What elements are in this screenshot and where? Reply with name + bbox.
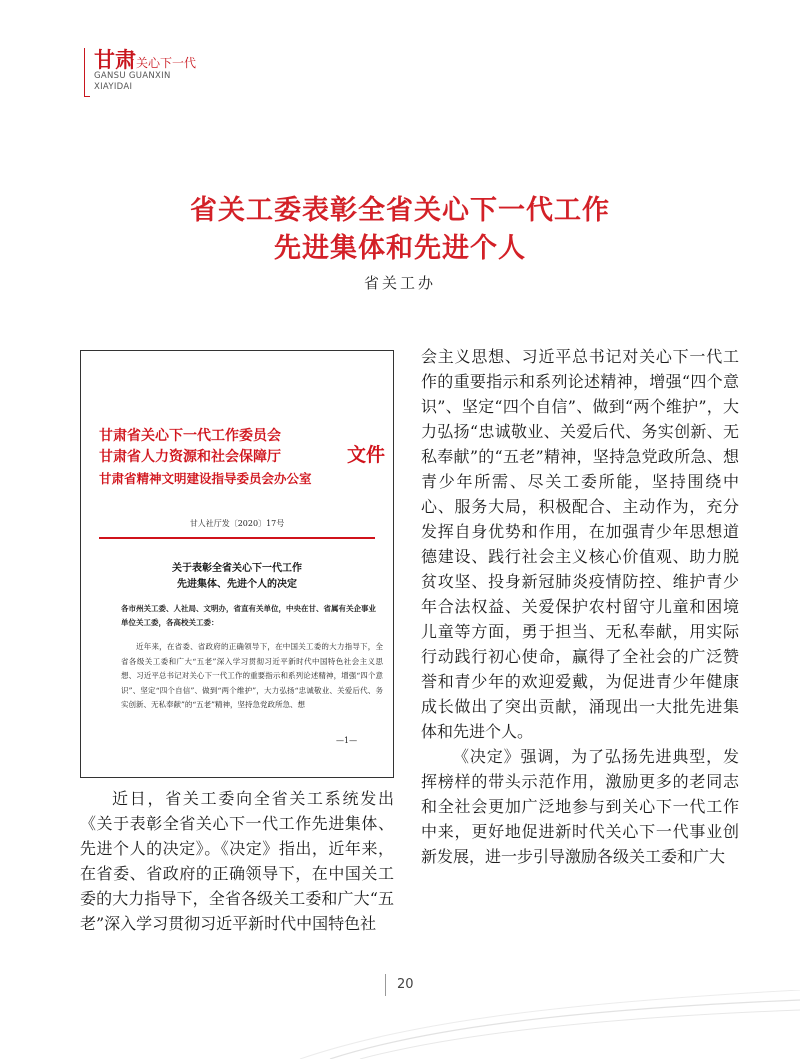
article-title-line1: 省关工委表彰全省关心下一代工作 xyxy=(190,195,610,226)
document-title-line1: 关于表彰全省关心下一代工作 xyxy=(172,563,302,574)
logo-bracket-decoration xyxy=(84,48,90,97)
document-title-line2: 先进集体、先进个人的决定 xyxy=(177,579,297,590)
document-body: 近年来，在省委、省政府的正确领导下，在中国关工委的大力指导下，全省各级关工委和广大“五老”深入学习贯彻习近平新时代中国特色社会主义思想、习近平总书记对关心下一代工作的重要指示和系列论述精神，增强“四个意识”、坚定“四个自信”、做到“两个维护”，大力弘扬“忠诚敬业、关爱后代、务实创新、无私奉献”的“五老”精神，坚持急党政所急、想 xyxy=(121,642,383,709)
document-org-line1: 甘肃省关心下一代工作委员会 xyxy=(99,428,281,444)
document-number: 甘人社厅发〔2020〕17号 xyxy=(189,519,285,528)
document-org-line3: 甘肃省精神文明建设指导委员会办公室 xyxy=(99,471,312,486)
body-paragraph: 近日，省关工委向全省关工系统发出《关于表彰全省关心下一代工作先进集体、先进个人的决定》。《决定》指出，近年来，在省委、省政府的正确领导下，在中国关工委的大力指导下，全省各级关工委和广大“五老”深入学习贯彻习近平新时代中国特色社 xyxy=(80,789,394,933)
body-paragraph: 《决定》强调，为了弘扬先进典型，发挥榜样的带头示范作用，激励更多的老同志和全社会更加广泛地参与到关心下一代工作中来，更好地促进新时代关心下一代事业创新发展，进一步引导激励各级关工委和广大 xyxy=(421,747,739,866)
logo-latin-line2: XIAYIDAI xyxy=(94,82,133,92)
body-column-right xyxy=(421,344,739,869)
masthead-logo xyxy=(82,40,222,100)
document-org-line2: 甘肃省人力资源和社会保障厅 xyxy=(99,449,281,465)
body-column-left xyxy=(80,786,394,936)
document-issuing-orgs xyxy=(99,426,312,489)
document-page-number: —1— xyxy=(336,736,358,745)
logo-title: 甘肃关心下一代 xyxy=(94,47,197,72)
logo-latin-line1: GANSU GUANXIN xyxy=(94,71,171,81)
document-red-rule xyxy=(99,537,375,539)
document-image xyxy=(80,350,394,778)
body-paragraph: 会主义思想、习近平总书记对关心下一代工作的重要指示和系列论述精神，增强“四个意识”、坚定“四个自信”、做到“两个维护”，大力弘扬“忠诚敬业、关爱后代、务实创新、无私奉献”的“五老”精神，坚持急党政所急、想青少年所需、尽关工委所能，坚持围绕中心、服务大局，积极配合、主动作为，充分发挥自身优势和作用，在加强青少年思想道德建设、践行社会主义核心价值观、助力脱贫攻坚、投身新冠肺炎疫情防控、维护青少年合法权益、关爱保护农村留守儿童和困境儿童等方面，勇于担当、无私奉献，用实际行动践行初心使命，赢得了全社会的广泛赞誉和青少年的欢迎爱戴，为促进青少年健康成长做出了突出贡献，涌现出一大批先进集体和先进个人。 xyxy=(421,347,739,741)
document-letterhead xyxy=(99,426,389,506)
footer-swoosh-decoration xyxy=(0,990,800,1059)
document-recipients: 各市州关工委、人社局、文明办，省直有关单位，中央在甘、省属有关企事业单位关工委，各高校关工委： xyxy=(121,604,376,627)
page-number: 20 xyxy=(397,977,414,992)
document-word: 文件 xyxy=(347,444,386,466)
article-byline: 省关工办 xyxy=(363,274,436,292)
article-title-line2: 先进集体和先进个人 xyxy=(274,233,526,264)
